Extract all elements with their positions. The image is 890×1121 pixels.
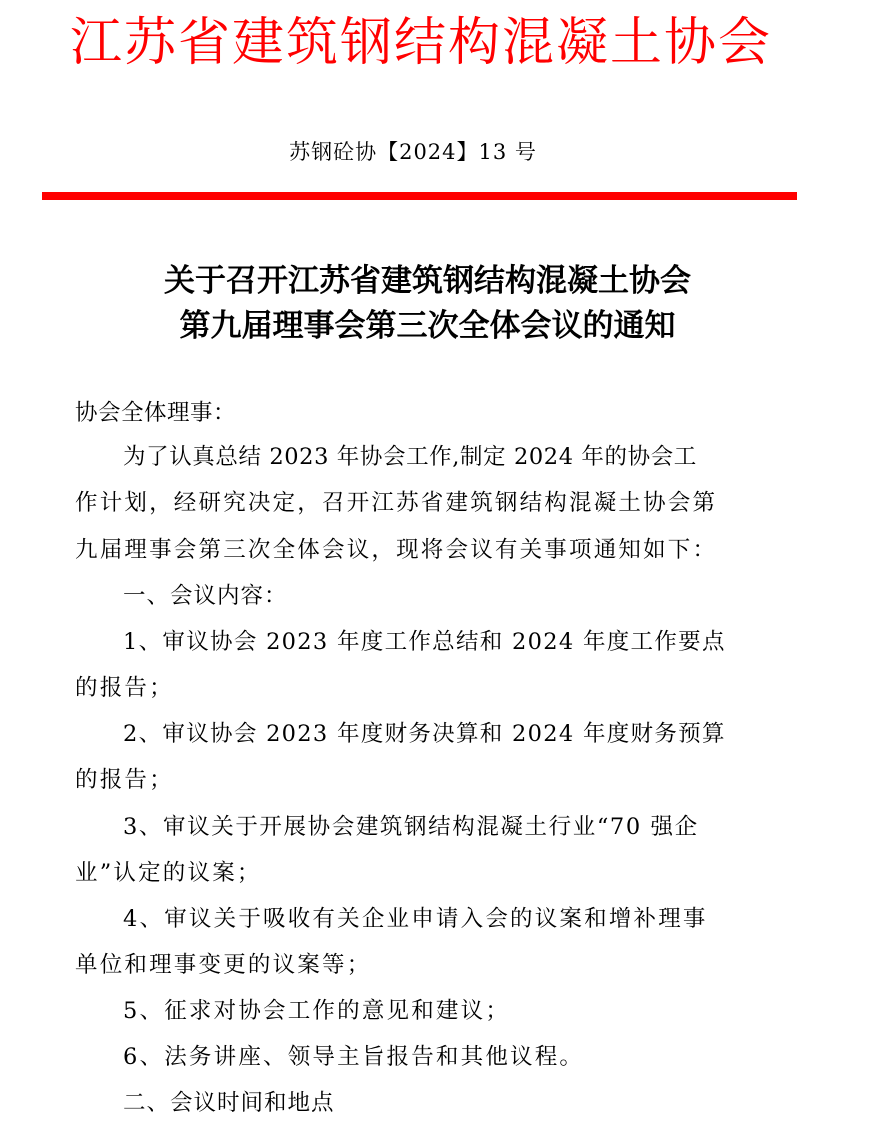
agenda-item-2-line-2: 的报告； [75,767,174,793]
section-heading-time-and-place: 二、会议时间和地点 [123,1090,335,1116]
intro-paragraph-line-1: 为了认真总结 2023 年协会工作,制定 2024 年的协会工 [123,444,697,470]
agenda-item-2-line-1: 2、审议协会 2023 年度财务决算和 2024 年度财务预算 [123,721,726,747]
letterhead-organization: 江苏省建筑钢结构混凝土协会 [70,13,773,73]
intro-paragraph-line-2: 作计划，经研究决定，召开江苏省建筑钢结构混凝土协会第 [75,490,718,516]
agenda-item-3-line-1: 3、审议关于开展协会建筑钢结构混凝土行业“70 强企 [123,814,699,840]
agenda-item-4-line-2: 单位和理事变更的议案等； [75,952,372,978]
document-number: 苏钢砼协【2024】13 号 [289,140,537,164]
agenda-item-3-line-2: 业”认定的议案； [75,860,262,886]
agenda-item-6: 6、法务讲座、领导主旨报告和其他议程。 [123,1044,585,1070]
notice-title-line-1: 关于召开江苏省建筑钢结构混凝土协会 [164,263,691,299]
agenda-item-4-line-1: 4、审议关于吸收有关企业申请入会的议案和增补理事 [123,906,708,932]
agenda-item-1-line-1: 1、审议协会 2023 年度工作总结和 2024 年度工作要点 [123,629,726,655]
salutation: 协会全体理事： [75,400,237,426]
agenda-item-1-line-2: 的报告； [75,675,174,701]
red-divider-rule [42,192,797,200]
agenda-item-5: 5、征求对协会工作的意见和建议； [123,998,511,1024]
notice-title-line-2: 第九届理事会第三次全体会议的通知 [179,308,676,344]
section-heading-meeting-content: 一、会议内容： [123,583,288,609]
intro-paragraph-line-3: 九届理事会第三次全体会议，现将会议有关事项通知如下： [75,537,718,563]
